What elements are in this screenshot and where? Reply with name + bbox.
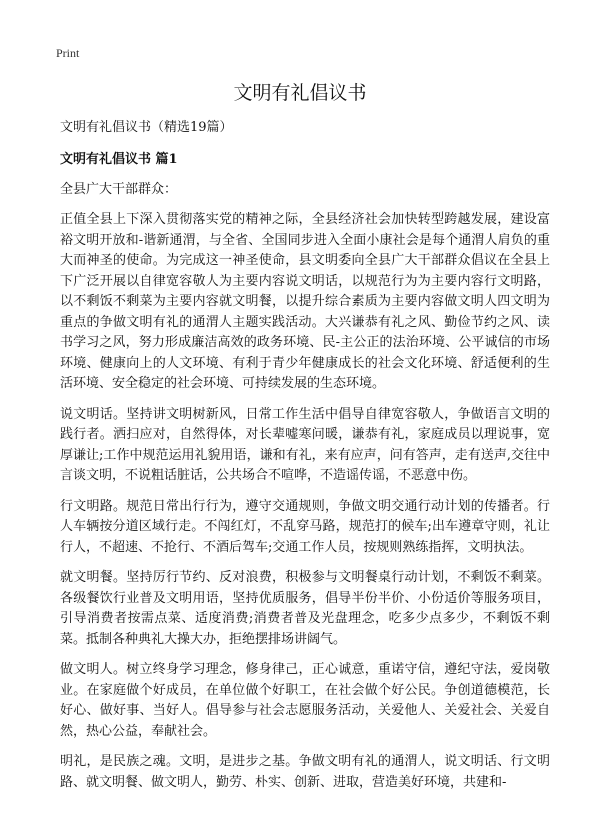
salutation: 全县广大干部群众： — [60, 182, 178, 197]
print-link[interactable]: Print — [56, 46, 80, 60]
paragraph: 正值全县上下深入贯彻落实党的精神之际，全县经济社会加快转型跨越发展，建设富裕文明开放和-谐新通渭，与全省、全国同步进入全面小康社会是每个通渭人肩负的重大而神圣的使命。为完成这一神圣使命，县文明委向全县广大干部群众倡议在全县上下广泛开展以自律宽容敬人为主要内容说文明话，以规范行为为主要内容行文明路，以不剩饭不剩菜为主要内容就文明餐，以提升综合素质为主要内容做文明人四文明为重点的争做文明有礼的通渭人主题实践活动。大兴谦恭有礼之风、勤俭节约之风、读书学习之风，努力形成廉洁高效的政务环境、民-主公正的法治环境、公平诚信的市场环境、健康向上的人文环境、有利于青少年健康成长的社会文化环境、舒适便利的生活环境、安全稳定的社会环境、可持续发展的生态环境。 — [60, 212, 550, 391]
document-title: 文明有礼倡议书 — [233, 82, 367, 104]
paragraph: 做文明人。树立终身学习理念，修身律己，正心诚意，重诺守信，遵纪守法，爱岗敬业。在家庭做个好成员，在单位做个好职工，在社会做个好公民。争创道德模范，长好心、做好事、当好人。倡导参与社会志愿服务活动，关爱他人、关爱社会、关爱自然，热心公益，奉献社会。 — [60, 662, 550, 739]
document-subtitle: 文明有礼倡议书（精选19篇） — [60, 120, 233, 135]
paragraph: 就文明餐。坚持厉行节约、反对浪费，积极参与文明餐桌行动计划，不剩饭不剩菜。各级餐饮行业普及文明用语，坚持优质服务，倡导半份半价、小份适价等服务项目，引导消费者按需点菜、适度消费;消费者普及光盘理念，吃多少点多少，不剩饭不剩菜。抵制各种典礼大操大办，拒绝摆排场讲阔气。 — [60, 570, 550, 647]
document-body — [60, 118, 550, 803]
paragraph: 行文明路。规范日常出行行为，遵守交通规则，争做文明交通行动计划的传播者。行人车辆按分道区域行走。不闯红灯，不乱穿马路，规范打的候车;出车遵章守则，礼让行人，不超速、不抢行、不酒后驾车;交通工作人员，按规则熟练指挥，文明执法。 — [60, 498, 550, 555]
section-heading: 文明有礼倡议书 篇1 — [60, 152, 178, 167]
paragraph: 说文明话。坚持讲文明树新风，日常工作生活中倡导自律宽容敬人，争做语言文明的践行者。洒扫应对，自然得体，对长辈嘘寒问暖，谦恭有礼，家庭成员以理说事，宽厚谦让;工作中规范运用礼貌用语，谦和有礼，来有应声，问有答声，走有送声,交往中言谈文明，不说粗话脏话，公共场合不喧哗，不造谣传谣，不恶意中伤。 — [60, 406, 550, 483]
paragraph: 明礼，是民族之魂。文明，是进步之基。争做文明有礼的通渭人，说文明话、行文明路、就文明餐、做文明人，勤劳、朴实、创新、进取，营造美好环境，共建和- — [60, 754, 550, 790]
